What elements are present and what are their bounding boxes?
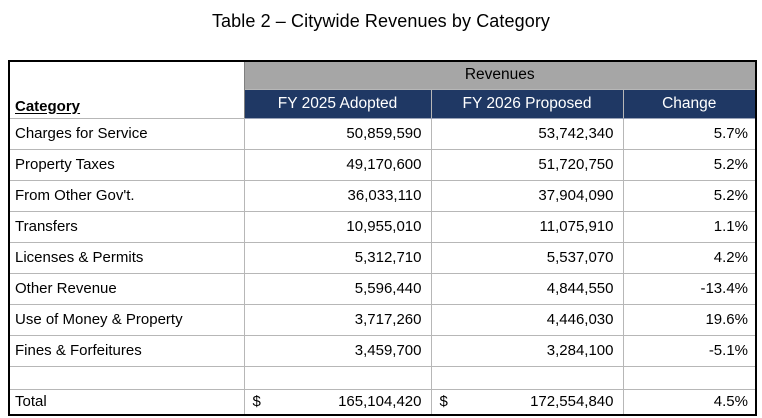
- fy2025-cell: 49,170,600: [244, 149, 431, 180]
- table-row: [9, 304, 756, 335]
- revenues-group-header: Revenues: [244, 61, 756, 89]
- change-cell: 5.2%: [623, 149, 756, 180]
- col-header-fy2025-adopted: FY 2025 Adopted: [244, 89, 431, 118]
- change-cell: 19.6%: [623, 304, 756, 335]
- table-row: [9, 149, 756, 180]
- table-row: [9, 118, 756, 149]
- total-fy2025-value: 165,104,420: [338, 393, 422, 411]
- category-cell: Use of Money & Property: [9, 304, 244, 335]
- category-cell: From Other Gov't.: [9, 180, 244, 211]
- change-cell: 5.2%: [623, 180, 756, 211]
- category-header-label: Category: [15, 97, 81, 115]
- change-cell: 1.1%: [623, 211, 756, 242]
- fy2026-cell: 5,537,070: [431, 242, 623, 273]
- category-cell: Licenses & Permits: [9, 242, 244, 273]
- total-fy2025-cell: [244, 389, 431, 415]
- group-header-row: [9, 61, 756, 89]
- category-cell: Transfers: [9, 211, 244, 242]
- fy2025-cell: 5,596,440: [244, 273, 431, 304]
- blank-cell: [9, 366, 244, 389]
- blank-cell: [623, 366, 756, 389]
- table-row: [9, 211, 756, 242]
- blank-cell: [244, 366, 431, 389]
- category-cell: Charges for Service: [9, 118, 244, 149]
- category-cell: Fines & Forfeitures: [9, 335, 244, 366]
- dollar-sign: $: [252, 393, 261, 411]
- fy2025-cell: 3,459,700: [244, 335, 431, 366]
- table-row: [9, 273, 756, 304]
- fy2026-cell: 4,844,550: [431, 273, 623, 304]
- category-header-cell: [9, 61, 244, 118]
- dollar-sign: $: [439, 393, 448, 411]
- table-row: [9, 242, 756, 273]
- fy2025-cell: 36,033,110: [244, 180, 431, 211]
- total-label-cell: Total: [9, 389, 244, 415]
- page-title: Table 2 – Citywide Revenues by Category: [211, 11, 551, 31]
- change-cell: -13.4%: [623, 273, 756, 304]
- fy2026-cell: 11,075,910: [431, 211, 623, 242]
- change-cell: 5.7%: [623, 118, 756, 149]
- blank-row: [9, 366, 756, 389]
- total-fy2026-cell: [431, 389, 623, 415]
- revenues-table: [8, 60, 757, 416]
- fy2025-cell: 50,859,590: [244, 118, 431, 149]
- fy2026-cell: 3,284,100: [431, 335, 623, 366]
- total-change-cell: 4.5%: [623, 389, 756, 415]
- change-cell: -5.1%: [623, 335, 756, 366]
- col-header-fy2026-proposed: FY 2026 Proposed: [431, 89, 623, 118]
- fy2025-cell: 10,955,010: [244, 211, 431, 242]
- table-row: [9, 335, 756, 366]
- category-cell: Other Revenue: [9, 273, 244, 304]
- fy2025-cell: 5,312,710: [244, 242, 431, 273]
- category-cell: Property Taxes: [9, 149, 244, 180]
- table-row: [9, 180, 756, 211]
- total-row: [9, 389, 756, 415]
- total-fy2026-value: 172,554,840: [530, 393, 614, 411]
- fy2026-cell: 37,904,090: [431, 180, 623, 211]
- change-cell: 4.2%: [623, 242, 756, 273]
- fy2026-cell: 4,446,030: [431, 304, 623, 335]
- blank-cell: [431, 366, 623, 389]
- fy2026-cell: 51,720,750: [431, 149, 623, 180]
- fy2026-cell: 53,742,340: [431, 118, 623, 149]
- fy2025-cell: 3,717,260: [244, 304, 431, 335]
- col-header-change: Change: [623, 89, 756, 118]
